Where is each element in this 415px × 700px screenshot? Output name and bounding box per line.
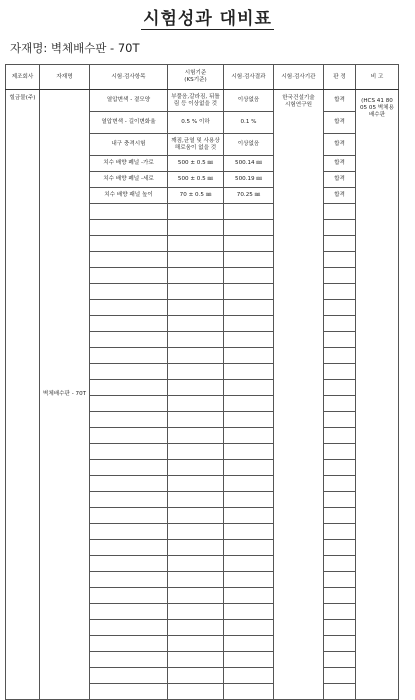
empty-cell bbox=[90, 556, 168, 572]
empty-cell bbox=[324, 220, 356, 236]
empty-cell bbox=[324, 444, 356, 460]
empty-cell bbox=[224, 348, 274, 364]
cell-institution: 한국건설기술 시험연구원 bbox=[274, 90, 324, 700]
empty-cell bbox=[224, 604, 274, 620]
cell-result: 이상없음 bbox=[224, 90, 274, 112]
empty-cell bbox=[224, 572, 274, 588]
empty-cell bbox=[224, 204, 274, 220]
header-material: 자재명 bbox=[40, 65, 90, 90]
empty-cell bbox=[90, 588, 168, 604]
cell-standard: 부풀음,갈라짐, 뒤틀림 등 이상없을 것 bbox=[168, 90, 224, 112]
empty-cell bbox=[168, 220, 224, 236]
empty-cell bbox=[90, 572, 168, 588]
cell-judgement: 합격 bbox=[324, 112, 356, 134]
cell-item: 치수 배향 패널 높이 bbox=[90, 188, 168, 204]
empty-cell bbox=[324, 524, 356, 540]
cell-judgement: 합격 bbox=[324, 134, 356, 156]
empty-cell bbox=[324, 412, 356, 428]
empty-cell bbox=[168, 444, 224, 460]
empty-cell bbox=[324, 668, 356, 684]
empty-cell bbox=[324, 252, 356, 268]
empty-cell bbox=[168, 476, 224, 492]
empty-cell bbox=[90, 476, 168, 492]
header-test-item: 시험·검사항목 bbox=[90, 65, 168, 90]
empty-cell bbox=[90, 364, 168, 380]
empty-cell bbox=[224, 524, 274, 540]
empty-cell bbox=[224, 460, 274, 476]
empty-cell bbox=[324, 316, 356, 332]
empty-cell bbox=[224, 508, 274, 524]
empty-cell bbox=[324, 476, 356, 492]
cell-result: 500.14 ㎜ bbox=[224, 156, 274, 172]
empty-cell bbox=[90, 524, 168, 540]
empty-cell bbox=[90, 412, 168, 428]
cell-item: 열압변색 - 길이변화율 bbox=[90, 112, 168, 134]
empty-cell bbox=[324, 332, 356, 348]
empty-cell bbox=[168, 556, 224, 572]
empty-cell bbox=[224, 476, 274, 492]
empty-cell bbox=[90, 332, 168, 348]
empty-cell bbox=[224, 364, 274, 380]
empty-cell bbox=[324, 380, 356, 396]
empty-cell bbox=[90, 204, 168, 220]
empty-cell bbox=[90, 508, 168, 524]
cell-result: 0.1 % bbox=[224, 112, 274, 134]
cell-standard: 70 ± 0.5 ㎜ bbox=[168, 188, 224, 204]
empty-cell bbox=[324, 300, 356, 316]
empty-cell bbox=[168, 572, 224, 588]
empty-cell bbox=[90, 284, 168, 300]
empty-cell bbox=[224, 412, 274, 428]
document-title: 시험성과 대비표 bbox=[143, 9, 272, 29]
empty-cell bbox=[168, 412, 224, 428]
empty-cell bbox=[168, 524, 224, 540]
empty-cell bbox=[324, 492, 356, 508]
empty-cell bbox=[324, 428, 356, 444]
header-judgement: 판 정 bbox=[324, 65, 356, 90]
empty-cell bbox=[90, 348, 168, 364]
header-institution: 시험·검사기관 bbox=[274, 65, 324, 90]
empty-cell bbox=[324, 620, 356, 636]
empty-cell bbox=[90, 396, 168, 412]
empty-cell bbox=[324, 588, 356, 604]
cell-item: 열압변색 - 곁모양 bbox=[90, 90, 168, 112]
empty-cell bbox=[324, 268, 356, 284]
empty-cell bbox=[168, 268, 224, 284]
empty-cell bbox=[224, 316, 274, 332]
cell-manufacturer: 힐금물(주) bbox=[6, 90, 40, 700]
empty-cell bbox=[324, 508, 356, 524]
empty-cell bbox=[224, 668, 274, 684]
empty-cell bbox=[168, 636, 224, 652]
empty-cell bbox=[168, 460, 224, 476]
empty-cell bbox=[90, 540, 168, 556]
empty-cell bbox=[90, 316, 168, 332]
empty-cell bbox=[90, 220, 168, 236]
empty-cell bbox=[168, 508, 224, 524]
empty-cell bbox=[90, 444, 168, 460]
cell-standard: 깨짐,균열 및 사용상 해로움이 없을 것 bbox=[168, 134, 224, 156]
empty-cell bbox=[90, 604, 168, 620]
empty-cell bbox=[168, 588, 224, 604]
empty-cell bbox=[90, 300, 168, 316]
empty-cell bbox=[168, 300, 224, 316]
empty-cell bbox=[168, 684, 224, 700]
empty-cell bbox=[224, 492, 274, 508]
header-result: 시험·검사결과 bbox=[224, 65, 274, 90]
table-row bbox=[6, 90, 399, 112]
empty-cell bbox=[324, 572, 356, 588]
cell-standard: 500 ± 0.5 ㎜ bbox=[168, 172, 224, 188]
empty-cell bbox=[224, 268, 274, 284]
empty-cell bbox=[90, 492, 168, 508]
cell-judgement: 합격 bbox=[324, 90, 356, 112]
empty-cell bbox=[168, 364, 224, 380]
empty-cell bbox=[224, 652, 274, 668]
empty-cell bbox=[324, 460, 356, 476]
empty-cell bbox=[168, 668, 224, 684]
cell-result: 70.25 ㎜ bbox=[224, 188, 274, 204]
header-manufacturer: 제조회사 bbox=[6, 65, 40, 90]
empty-cell bbox=[90, 252, 168, 268]
empty-cell bbox=[324, 396, 356, 412]
empty-cell bbox=[224, 236, 274, 252]
empty-cell bbox=[90, 236, 168, 252]
empty-cell bbox=[90, 620, 168, 636]
empty-cell bbox=[90, 428, 168, 444]
cell-item: 내구 충격시험 bbox=[90, 134, 168, 156]
empty-cell bbox=[224, 428, 274, 444]
empty-cell bbox=[324, 604, 356, 620]
empty-cell bbox=[224, 220, 274, 236]
empty-cell bbox=[168, 652, 224, 668]
empty-cell bbox=[168, 332, 224, 348]
empty-cell bbox=[168, 316, 224, 332]
empty-cell bbox=[168, 348, 224, 364]
empty-cell bbox=[90, 268, 168, 284]
empty-cell bbox=[168, 540, 224, 556]
empty-cell bbox=[224, 396, 274, 412]
empty-cell bbox=[168, 604, 224, 620]
empty-cell bbox=[90, 668, 168, 684]
empty-cell bbox=[168, 428, 224, 444]
empty-cell bbox=[168, 492, 224, 508]
cell-remark: (HCS 41 80 05 05 벽체용 배수판 bbox=[356, 90, 399, 700]
cell-item: 치수 배향 폐널 -가로 bbox=[90, 156, 168, 172]
cell-judgement: 합격 bbox=[324, 156, 356, 172]
empty-cell bbox=[90, 652, 168, 668]
empty-cell bbox=[168, 236, 224, 252]
empty-cell bbox=[90, 380, 168, 396]
table-header-row bbox=[6, 65, 399, 90]
empty-cell bbox=[224, 300, 274, 316]
empty-cell bbox=[168, 284, 224, 300]
empty-cell bbox=[324, 556, 356, 572]
cell-standard: 500 ± 0.5 ㎜ bbox=[168, 156, 224, 172]
empty-cell bbox=[224, 252, 274, 268]
cell-material: 벽체배수판 - 70T bbox=[40, 90, 90, 700]
cell-standard: 0.5 % 이하 bbox=[168, 112, 224, 134]
material-name: 자재명: 벽체배수판 - 70T bbox=[10, 41, 140, 55]
cell-result: 이상없음 bbox=[224, 134, 274, 156]
empty-cell bbox=[224, 588, 274, 604]
empty-cell bbox=[324, 284, 356, 300]
empty-cell bbox=[324, 204, 356, 220]
empty-cell bbox=[224, 380, 274, 396]
cell-judgement: 합격 bbox=[324, 188, 356, 204]
empty-cell bbox=[90, 684, 168, 700]
empty-cell bbox=[324, 652, 356, 668]
empty-cell bbox=[324, 684, 356, 700]
empty-cell bbox=[168, 620, 224, 636]
empty-cell bbox=[90, 636, 168, 652]
empty-cell bbox=[224, 684, 274, 700]
empty-cell bbox=[324, 348, 356, 364]
empty-cell bbox=[168, 204, 224, 220]
empty-cell bbox=[324, 236, 356, 252]
empty-cell bbox=[224, 620, 274, 636]
empty-cell bbox=[168, 380, 224, 396]
empty-cell bbox=[168, 252, 224, 268]
empty-cell bbox=[224, 444, 274, 460]
empty-cell bbox=[324, 540, 356, 556]
empty-cell bbox=[224, 284, 274, 300]
cell-item: 치수 배향 폐널 -세로 bbox=[90, 172, 168, 188]
cell-judgement: 합격 bbox=[324, 172, 356, 188]
empty-cell bbox=[168, 396, 224, 412]
header-standard: 시험기준 (KS기준) bbox=[168, 65, 224, 90]
empty-cell bbox=[90, 460, 168, 476]
empty-cell bbox=[224, 540, 274, 556]
empty-cell bbox=[224, 556, 274, 572]
header-remark: 비 고 bbox=[356, 65, 399, 90]
empty-cell bbox=[324, 364, 356, 380]
empty-cell bbox=[224, 636, 274, 652]
empty-cell bbox=[324, 636, 356, 652]
comparison-table bbox=[5, 64, 399, 700]
empty-cell bbox=[224, 332, 274, 348]
cell-result: 500.19 ㎜ bbox=[224, 172, 274, 188]
